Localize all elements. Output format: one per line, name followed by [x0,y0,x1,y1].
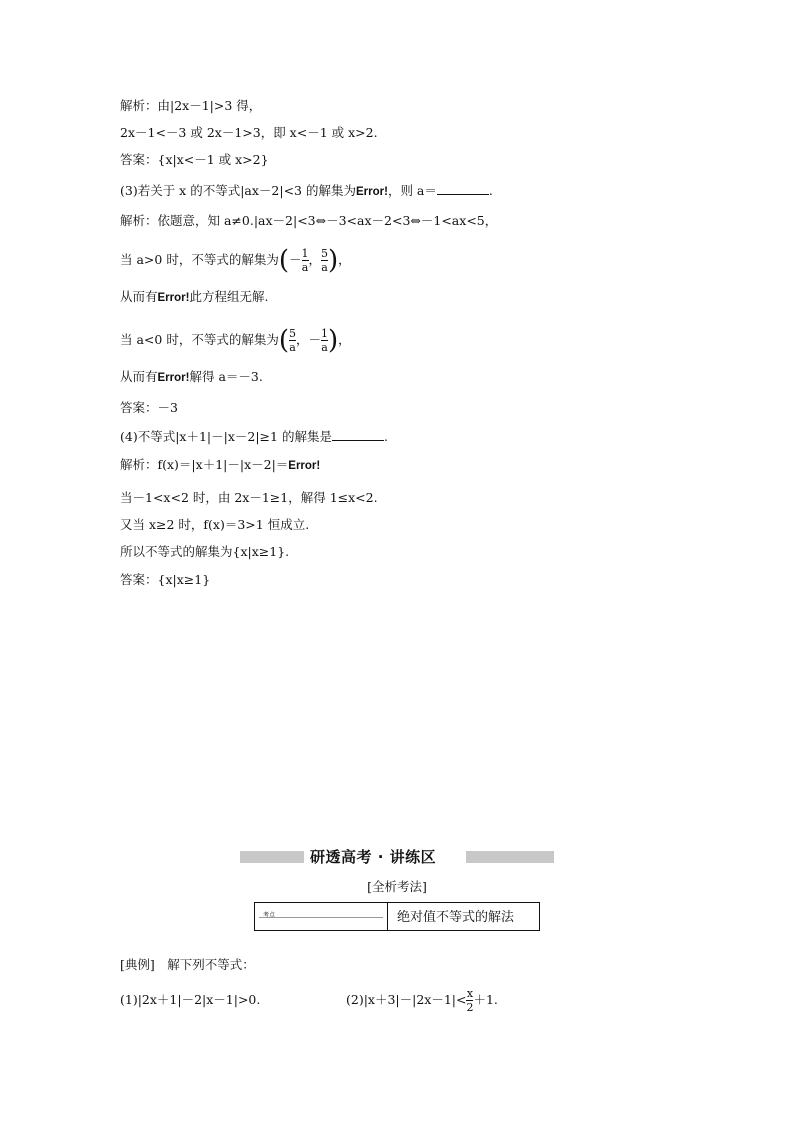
topic-label: 考点 [263,912,276,919]
fraction-x-over-2: $\frac{x}{2}$ [466,986,474,1014]
error-marker: Error! [288,460,321,472]
error-marker: Error! [157,372,190,384]
left-paren: ( [278,245,289,276]
question-3: (3)若关于 x 的不等式|ax－2|<3 的解集为Error!，则 a＝ . [120,183,493,198]
solution-3-case-positive: 当 a>0 时，不等式的解集为 [120,252,279,267]
solution-3-line-5: 从而有Error!解得 a＝－3. [120,369,263,384]
answer-3: 答案：－3 [120,400,178,415]
solution-line-1: 解析：由|2x－1|>3 得， [120,98,262,113]
solution-4-line-1: 解析：f(x)＝|x＋1|－|x－2|＝Error! [120,457,321,472]
solution-3-line-4: 当 a<0 时，不等式的解集为( $\frac{5}{a}$ ，－ $\frac{1}{a}$ )， [120,325,351,356]
section-subtitle: [全析考法] [367,879,427,894]
topic-title: 绝对值不等式的解法 [397,910,515,925]
fraction-5-over-a: $\frac{5}{a}$ [321,246,329,274]
question-3-text: (3)若关于 x 的不等式|ax－2|<3 的解集为 [120,183,356,198]
solution-4-line-2: 当－1<x<2 时，由 2x－1≥1，解得 1≤x<2. [120,490,378,505]
solution-3-line-1: 解析：依题意，知 a≠0.|ax－2|<3⇔－3<ax－2<3⇔－1<ax<5， [120,213,498,228]
solution-4-line-3: 又当 x≥2 时，f(x)＝3>1 恒成立. [120,517,310,532]
solution-3-case-negative: 当 a<0 时，不等式的解集为 [120,332,279,347]
banner-bar-right [466,851,554,863]
fraction-neg-1-over-a: $\frac{1}{a}$ [301,246,309,274]
question-4: (4)不等式|x＋1|－|x－2|≥1 的解集是 . [120,429,388,444]
answer-blank [437,182,489,195]
fraction-5-over-a: $\frac{5}{a}$ [288,326,296,354]
divider [259,917,383,918]
left-paren: ( [278,325,289,356]
topic-table [254,902,540,931]
example-problem-2: (2)|x＋3|－|2x－1|< $\frac{x}{2}$ ＋1. [346,986,498,1014]
banner-title: 研透高考 · 讲练区 [310,848,437,866]
right-paren: ) [328,245,339,276]
example-heading: [典例] 解下列不等式： [120,957,255,972]
right-paren: ) [328,325,339,356]
answer-blank [332,428,384,441]
solution-3-line-2: 当 a>0 时，不等式的解集为(－ $\frac{1}{a}$ ， $\frac{5}{a}$ )， [120,245,351,276]
answer-line-2: 答案：{x|x<－1 或 x>2} [120,152,269,167]
banner-bar-left [240,851,304,863]
solution-line-2: 2x－1<－3 或 2x－1>3，即 x<－1 或 x>2. [120,125,378,140]
solution-4-line-4: 所以不等式的解集为{x|x≥1}. [120,544,290,559]
error-marker: Error! [355,186,388,198]
fraction-neg-1-over-a: $\frac{1}{a}$ [321,326,328,354]
solution-3-line-3: 从而有Error!此方程组无解. [120,289,269,304]
error-marker: Error! [157,292,190,304]
answer-4: 答案：{x|x≥1} [120,572,211,587]
topic-label-cell [255,903,388,930]
section-banner [240,846,554,868]
example-problem-1: (1)|2x＋1|－2|x－1|>0. [120,992,261,1007]
question-3-tail: ，则 a＝ [387,183,437,198]
